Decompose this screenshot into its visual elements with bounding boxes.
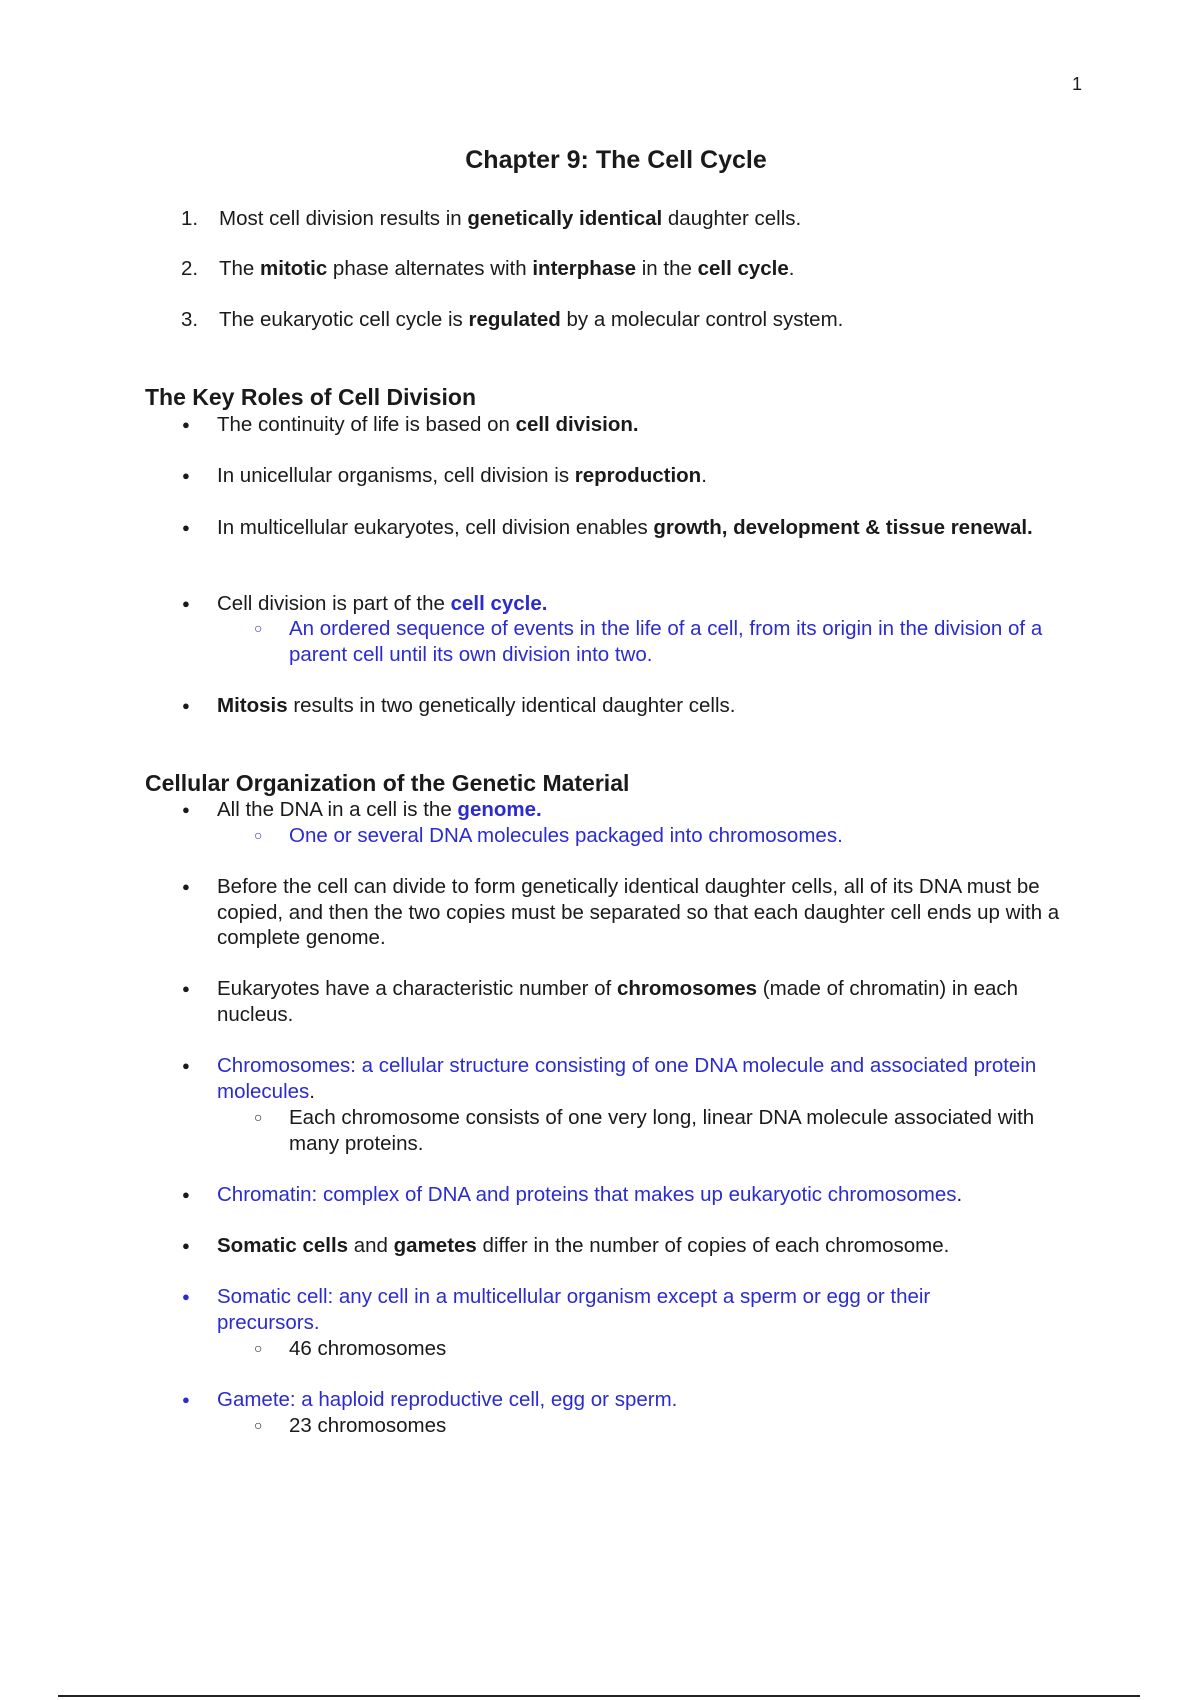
- bullet-item: [217, 463, 1097, 489]
- definition-text: Somatic cell: any cell in a multicellular organism except a sperm or egg or their precursors.: [217, 1285, 931, 1334]
- bullet-item: [217, 976, 1097, 1027]
- text: differ in the number of copies of each chromosome.: [476, 1234, 950, 1257]
- text: .: [788, 257, 795, 280]
- text: in the: [636, 257, 698, 280]
- bold-term: growth, development & tissue renewal.: [653, 516, 1033, 539]
- overview-item-1: [181, 206, 801, 232]
- bullet-item: [217, 412, 1097, 438]
- text: All the DNA in a cell is the: [217, 798, 458, 821]
- footer-divider: [58, 1695, 1140, 1697]
- bold-term: cell division.: [515, 413, 639, 436]
- bullet-item: [217, 797, 1097, 823]
- bullet-item: [217, 1233, 1097, 1259]
- section-heading-genetic-material: Cellular Organization of the Genetic Material: [145, 770, 630, 796]
- bold-term: gametes: [393, 1234, 477, 1257]
- text: .: [309, 1079, 315, 1103]
- sub-bullet-item: ○ An ordered sequence of events in the life of a cell, from its origin in the division of a parent cell until its own division into two.: [289, 616, 1089, 667]
- text: phase alternates with: [327, 257, 533, 280]
- page-number: 1: [1072, 74, 1083, 94]
- bullet-item: [217, 1182, 1097, 1208]
- sub-bullet-item: ○ One or several DNA molecules packaged into chromosomes.: [289, 823, 1089, 849]
- bold-term: cell cycle.: [450, 592, 548, 615]
- bullet-item: [217, 515, 1037, 541]
- text: (made of chromatin) in each nucleus.: [217, 977, 1019, 1026]
- bullet-item: [217, 591, 1097, 617]
- bold-term: Mitosis: [217, 694, 288, 717]
- text: .: [701, 464, 707, 487]
- text: by a molecular control system.: [560, 308, 844, 331]
- text: results in two genetically identical daughter cells.: [287, 694, 736, 717]
- sub-bullet-item: ○ 23 chromosomes: [289, 1413, 1089, 1439]
- bold-term: reproduction: [574, 464, 702, 487]
- sub-bullet-item: ○ Each chromosome consists of one very long, linear DNA molecule associated with many proteins.: [289, 1105, 1089, 1156]
- text: The eukaryotic cell cycle is: [219, 308, 469, 331]
- definition-text: Chromatin: complex of DNA and proteins that makes up eukaryotic chromosomes: [217, 1183, 957, 1206]
- bullet-item: [217, 1053, 1037, 1104]
- list-number: 3.: [181, 308, 199, 331]
- text: Cell division is part of the: [217, 592, 451, 615]
- bullet-item: [217, 1284, 997, 1335]
- overview-item-2: [181, 256, 794, 282]
- text: daughter cells.: [662, 207, 802, 230]
- page-title: Chapter 9: The Cell Cycle: [465, 146, 767, 174]
- section-heading-key-roles: The Key Roles of Cell Division: [145, 384, 477, 410]
- bold-term: mitotic: [260, 257, 328, 280]
- bold-term: regulated: [468, 308, 561, 331]
- text: The: [219, 257, 261, 280]
- bullet-item: [217, 693, 1097, 719]
- definition-text: Chromosomes: a cellular structure consisting of one DNA molecule and associated protein molecules: [217, 1054, 1037, 1103]
- bold-term: chromosomes: [616, 977, 758, 1000]
- bold-term: cell cycle: [697, 257, 789, 280]
- list-number: 2.: [181, 257, 199, 280]
- text: Before the cell can divide to form genetically identical daughter cells, all of its DNA must be copied, and then the two copies must be separated so that each daughter cell ends up with a complete genome.: [217, 875, 1060, 949]
- list-number: 1.: [181, 207, 199, 230]
- bold-term: Somatic cells: [217, 1234, 349, 1257]
- sub-bullet-item: ○ 46 chromosomes: [289, 1336, 1089, 1362]
- bold-term: genetically identical: [467, 207, 663, 230]
- bullet-item: [217, 1387, 1097, 1413]
- definition-text: Gamete: a haploid reproductive cell, egg or sperm.: [217, 1388, 678, 1411]
- bullet-item: [217, 874, 1097, 951]
- bold-term: genome.: [457, 798, 542, 821]
- text: and: [348, 1234, 394, 1257]
- text: In unicellular organisms, cell division is: [217, 464, 575, 487]
- text: Eukaryotes have a characteristic number of: [217, 977, 617, 1000]
- text: The continuity of life is based on: [217, 413, 516, 436]
- bold-term: interphase: [532, 257, 637, 280]
- text: Most cell division results in: [219, 207, 468, 230]
- overview-item-3: [181, 307, 843, 333]
- text: In multicellular eukaryotes, cell division enables: [217, 516, 654, 539]
- text: .: [956, 1183, 963, 1206]
